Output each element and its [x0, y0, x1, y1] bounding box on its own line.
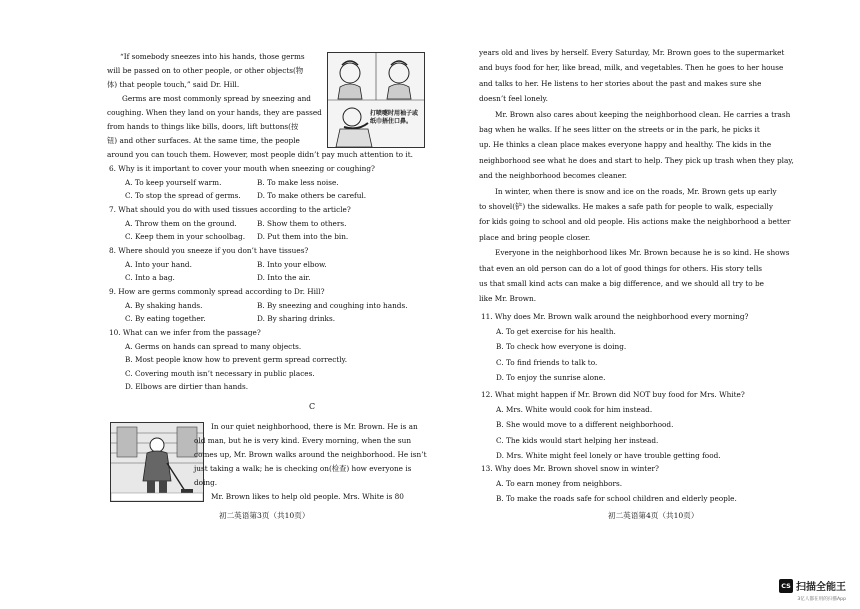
answer-option: A. By shaking hands.	[125, 300, 203, 310]
passage-line: and buys food for her, like bread, milk, and vegetables. Then he goes to her house	[479, 63, 784, 73]
passage-line: will be passed on to other people, or other objects(物	[107, 66, 304, 75]
passage-line: old man, but he is very kind. Every morning, when the sun	[194, 436, 412, 445]
passage-line: Mr. Brown also cares about keeping the neighborhood clean. He carries a trash	[495, 109, 791, 119]
answer-option: C. To stop the spread of germs.	[125, 191, 241, 200]
passage-line: for kids going to school and old people. His actions make the neighborhood a better	[479, 217, 791, 227]
question-stem: 7. What should you do with used tissues according to the article?	[109, 205, 351, 214]
scanner-logo-icon: CS	[779, 579, 793, 593]
passage-line: us that small kind acts can make a big difference, and we should all try to be	[479, 279, 765, 288]
answer-option: C. By eating together.	[125, 314, 206, 323]
answer-option: A. Into your hand.	[125, 259, 192, 269]
passage-line: neighborhood see what he does and start to help. They pick up trash when they play,	[479, 155, 794, 165]
question-stem: 9. How are germs commonly spread according to Dr. Hill?	[109, 287, 325, 296]
answer-option: A. Mrs. White would cook for him instead.	[496, 405, 653, 415]
answer-option: D. Into the air.	[257, 273, 311, 282]
answer-option: A. To get exercise for his health.	[496, 327, 616, 337]
answer-option: D. To enjoy the sunrise alone.	[496, 372, 606, 382]
question-stem: 10. What can we infer from the passage?	[109, 328, 261, 337]
question-stem: 12. What might happen if Mr. Brown did NOT buy food for Mrs. White?	[481, 390, 745, 399]
answer-option: B. To make the roads safe for school children and elderly people.	[496, 494, 737, 504]
answer-option: D. Put them into the bin.	[257, 232, 349, 241]
answer-option: C. Into a bag.	[125, 273, 175, 282]
passage-line: 钮) and other surfaces. At the same time, the people	[107, 136, 300, 145]
passage-line: and the neighborhood becomes cleaner.	[479, 171, 627, 181]
answer-option: D. Mrs. White might feel lonely or have trouble getting food.	[496, 450, 721, 460]
passage-line: Everyone in the neighborhood likes Mr. Brown because he is so kind. He shows	[495, 248, 790, 258]
passage-line: and talks to her. He listens to her stories about the past and makes sure she	[479, 78, 762, 88]
answer-option: B. Most people know how to prevent germ spread correctly.	[125, 355, 348, 364]
passage-line: “If somebody sneezes into his hands, those germs	[120, 52, 305, 61]
passage-line: Mr. Brown likes to help old people. Mrs. White is 80	[211, 492, 404, 501]
answer-option: B. To make less noise.	[257, 177, 339, 187]
passage-line: just taking a walk; he is checking on(检查) how everyone is	[194, 464, 412, 473]
answer-option: B. To check how everyone is doing.	[496, 342, 627, 352]
passage-line: doing.	[194, 478, 218, 487]
passage-line: from hands to things like bills, doors, lift buttons(按	[107, 122, 299, 131]
passage-line: 体) that people touch,” said Dr. Hill.	[107, 80, 240, 89]
answer-option: C. To find friends to talk to.	[496, 357, 598, 367]
exam-page-4	[430, 0, 860, 609]
answer-option: C. The kids would start helping her instead.	[496, 435, 659, 445]
scanner-tagline: 3亿人都在用的扫描App	[797, 597, 846, 602]
passage-line: to shovel(铲) the sidewalks. He makes a safe path for people to walk, especially	[479, 202, 773, 211]
passage-line: bag when he walks. If he sees litter on the streets or in the park, he picks it	[479, 125, 760, 134]
answer-option: A. To earn money from neighbors.	[496, 479, 623, 489]
passage-line: Germs are most commonly spread by sneezing and	[122, 94, 311, 103]
passage-line: doesn’t feel lonely.	[479, 94, 548, 104]
answer-option: B. By sneezing and coughing into hands.	[257, 300, 408, 310]
passage-line: around you can touch them. However, most people didn’t pay much attention to it.	[107, 150, 413, 159]
passage-line: comes up, Mr. Brown walks around the neighborhood. He isn’t	[194, 450, 427, 459]
answer-option: D. By sharing drinks.	[257, 314, 336, 323]
answer-option: A. To keep yourself warm.	[125, 177, 222, 187]
passage-line: up. He thinks a clean place makes everyone happy and healthy. The kids in the	[479, 140, 772, 150]
answer-option: C. Keep them in your schoolbag.	[125, 232, 246, 241]
page-footer-4: 初二英语第4页（共10页）	[608, 511, 699, 520]
section-label: C	[309, 402, 316, 411]
answer-option: D. To make others be careful.	[257, 191, 367, 200]
answer-option: D. Elbows are dirtier than hands.	[125, 382, 249, 391]
passage-line: place and bring people closer.	[479, 232, 591, 242]
passage-line: years old and lives by herself. Every Saturday, Mr. Brown goes to the supermarket	[479, 48, 785, 57]
scanner-app-name: 扫描全能王	[796, 582, 846, 593]
passage-line: like Mr. Brown.	[479, 294, 537, 304]
answer-option: B. Show them to others.	[257, 218, 347, 228]
passage-line: coughing. When they land on your hands, they are passed	[107, 108, 322, 117]
answer-option: B. She would move to a different neighborhood.	[496, 420, 674, 430]
question-stem: 6. Why is it important to cover your mouth when sneezing or coughing?	[109, 164, 375, 173]
sneeze-illustration	[327, 52, 425, 148]
illustration-caption: 打喷嚏时用袖子或纸巾捂住口鼻。	[370, 110, 419, 125]
passage-line: that even an old person can do a lot of good things for others. His story tells	[479, 263, 763, 273]
scanner-watermark	[779, 578, 846, 593]
answer-option: A. Throw them on the ground.	[125, 218, 237, 228]
question-stem: 11. Why does Mr. Brown walk around the neighborhood every morning?	[481, 312, 749, 321]
man-shoveling-snow-illustration	[110, 422, 204, 502]
question-stem: 13. Why does Mr. Brown shovel snow in winter?	[481, 464, 659, 473]
page-footer-3: 初二英语第3页（共10页）	[219, 511, 310, 520]
answer-option: C. Covering mouth isn’t necessary in public places.	[125, 368, 315, 378]
passage-line: In our quiet neighborhood, there is Mr. Brown. He is an	[211, 422, 418, 431]
question-stem: 8. Where should you sneeze if you don’t have tissues?	[109, 246, 309, 255]
answer-option: B. Into your elbow.	[257, 259, 327, 269]
answer-option: A. Germs on hands can spread to many objects.	[125, 341, 302, 351]
passage-line: In winter, when there is snow and ice on the roads, Mr. Brown gets up early	[495, 186, 777, 196]
